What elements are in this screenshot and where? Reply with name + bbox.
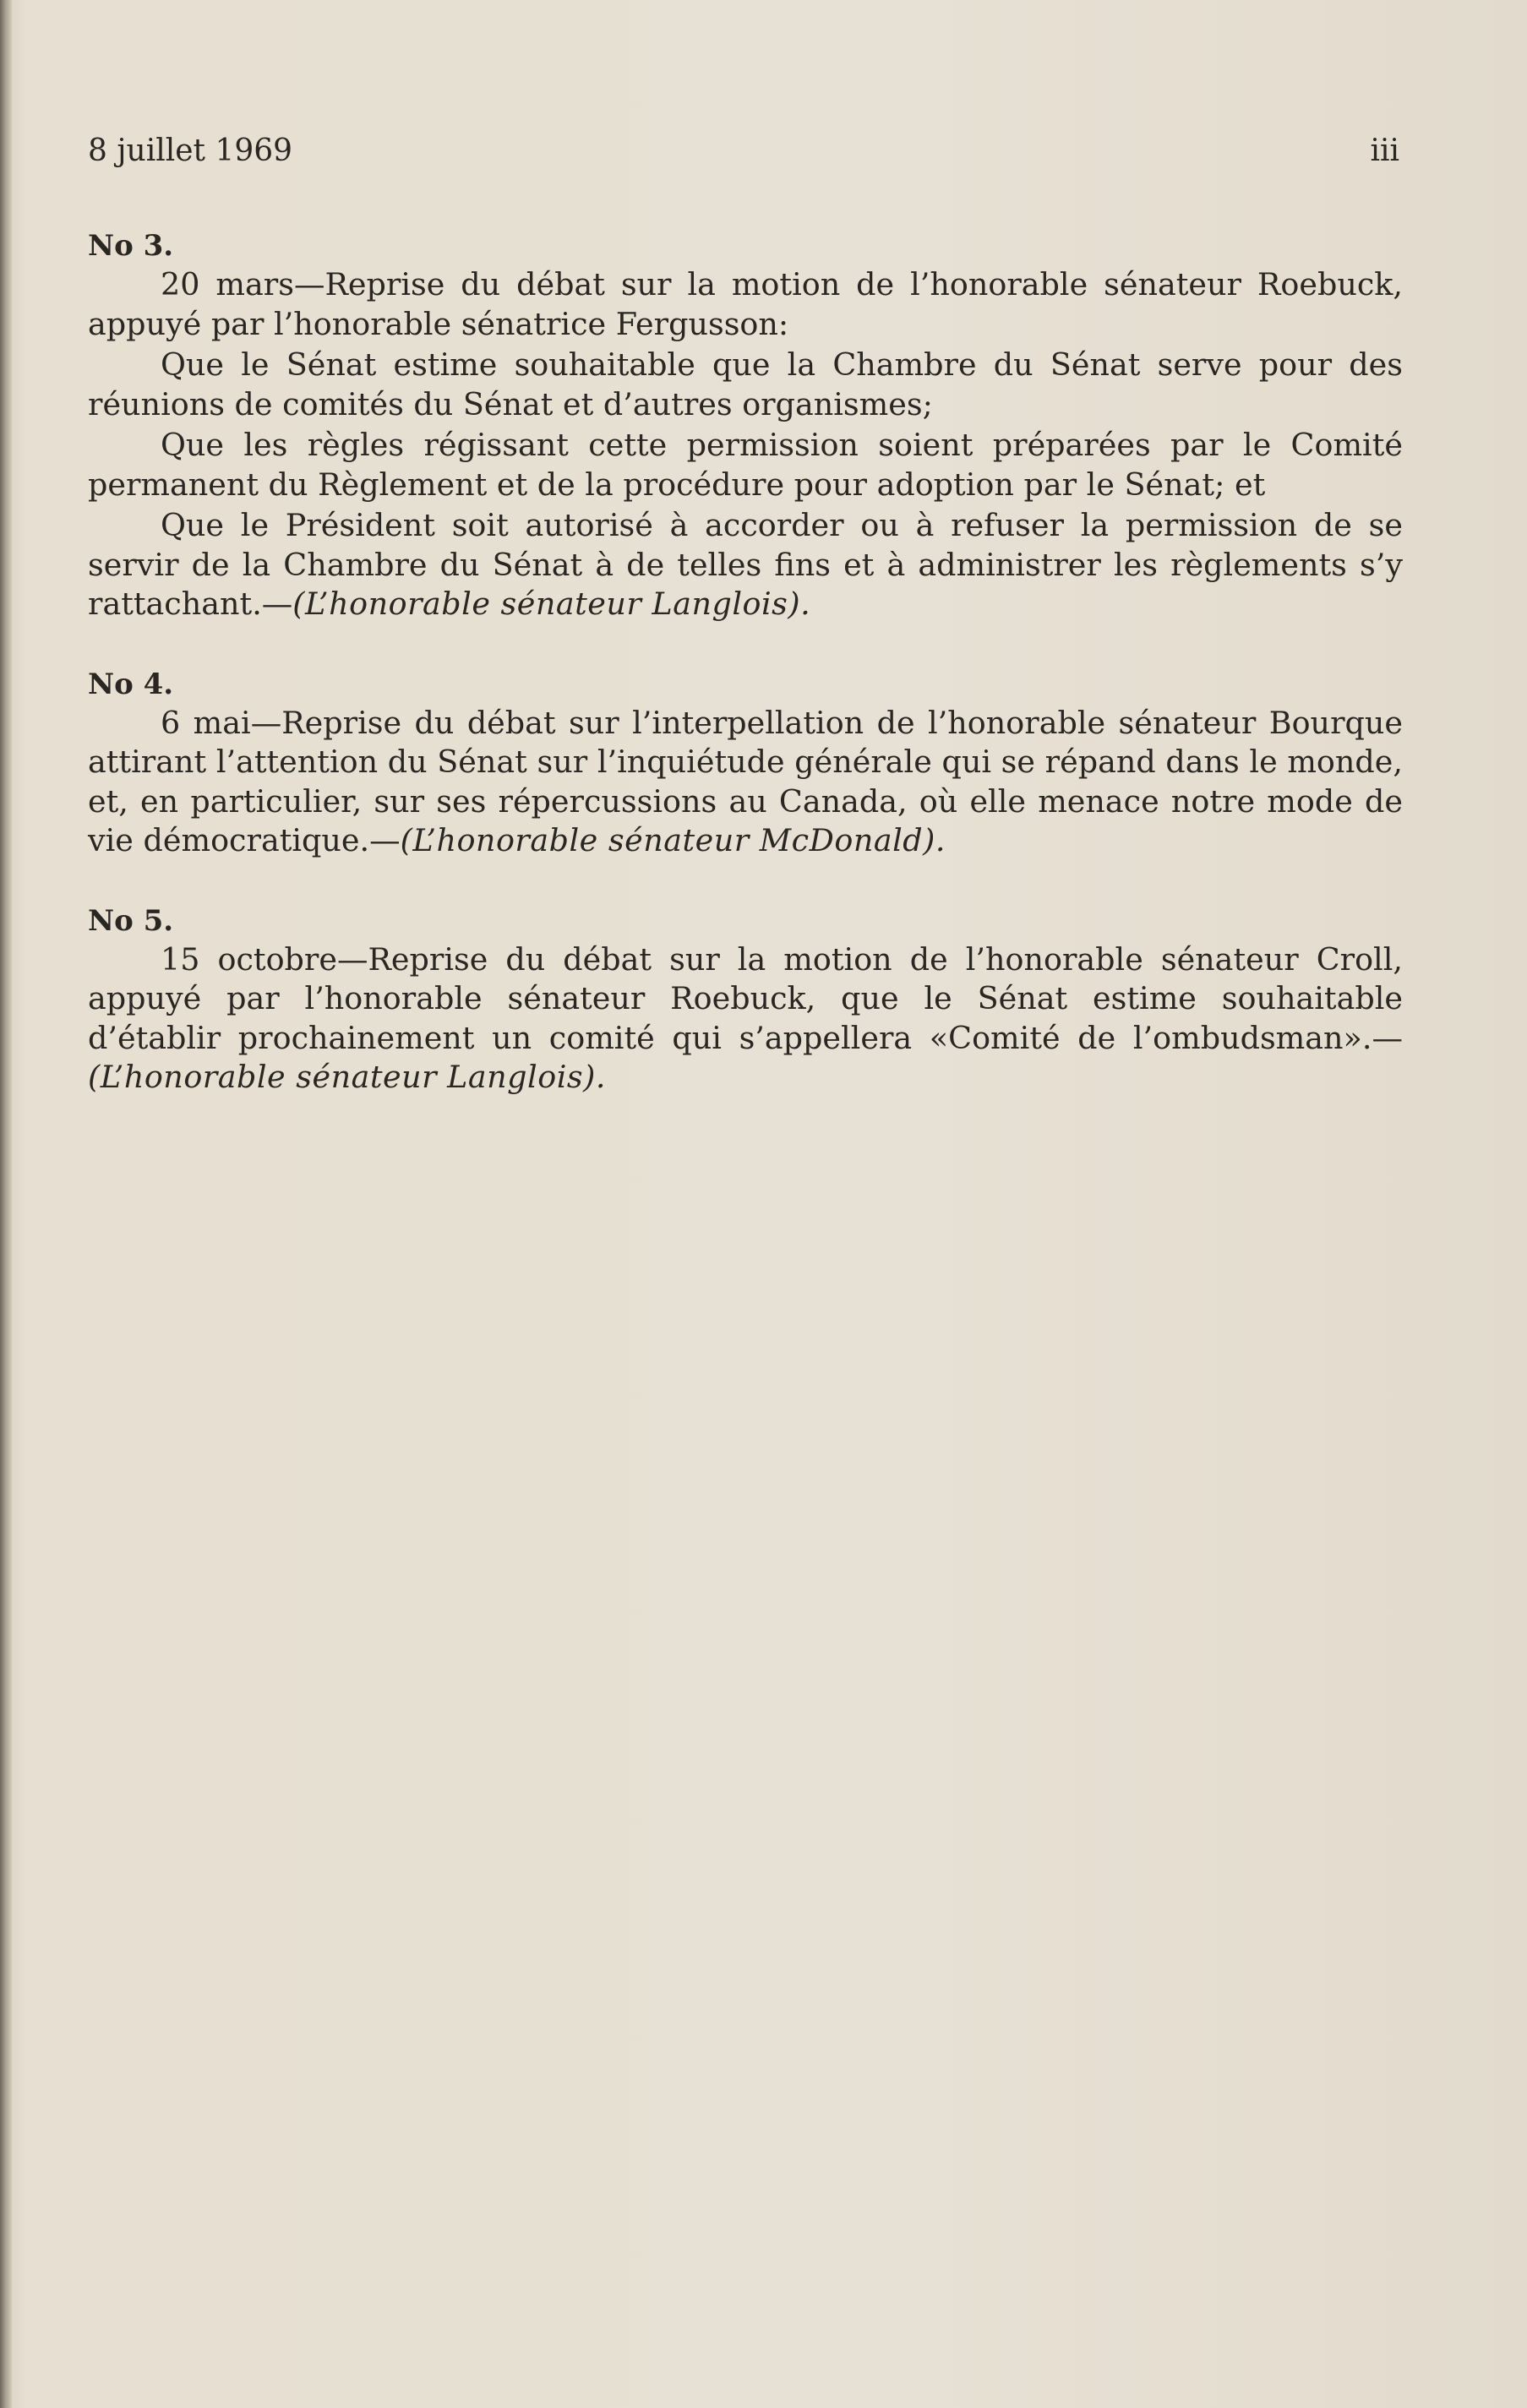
item-paragraph: [88, 940, 1403, 1098]
item-paragraph: [88, 346, 1403, 424]
item-paragraph: [88, 426, 1403, 504]
page-header: [88, 133, 1399, 176]
item-paragraph: [88, 506, 1403, 624]
order-item-3: [88, 226, 1403, 624]
page-number: iii: [1370, 133, 1399, 168]
order-item-4: [88, 665, 1403, 861]
paragraph-text: Que les règles régissant cette permission soient préparées par le Comité permanent du Règlement et de la procédure pour adoption par le Sénat; et: [88, 427, 1403, 503]
item-number: No 3.: [88, 229, 174, 263]
senator-reference: (L’honorable sénateur McDonald).: [400, 822, 946, 858]
paragraph-text: 20 mars—Reprise du débat sur la motion de l’honorable sénateur Roebuck, appuyé par l’honorable sénatrice Fergusson:: [88, 266, 1403, 342]
senator-reference: (L’honorable sénateur Langlois).: [292, 586, 811, 622]
item-number: No 5.: [88, 903, 174, 938]
paragraph-text: Que le Président soit autorisé à accorder ou à refuser la permission de se servir de la Chambre du Sénat à de telles fins et à administrer les règlements s’y rattachant.—: [88, 507, 1403, 622]
paragraph-text: 6 mai—Reprise du débat sur l’interpellation de l’honorable sénateur Bourque attirant l’attention du Sénat sur l’inquiétude générale qui se répand dans le monde, et, en particulier, sur ses répercussions au Canada, où elle menace notre mode de vie démocratique.—: [88, 704, 1403, 858]
item-paragraph: [88, 265, 1403, 344]
item-paragraph: [88, 704, 1403, 861]
senator-reference: (L’honorable sénateur Langlois).: [88, 1059, 606, 1095]
item-number: No 4.: [88, 667, 174, 701]
orders-list: [88, 226, 1403, 1099]
binding-edge: [0, 0, 12, 2408]
paragraph-text: Que le Sénat estime souhaitable que la Chambre du Sénat serve pour des réunions de comités du Sénat et d’autres organismes;: [88, 346, 1403, 422]
header-date: 8 juillet 1969: [88, 133, 293, 168]
order-item-5: [88, 902, 1403, 1098]
paragraph-text: 15 octobre—Reprise du débat sur la motion de l’honorable sénateur Croll, appuyé par l’honorable sénateur Roebuck, que le Sénat estime souhaitable d’établir prochainement un comité qui s’appellera «Comité de l’ombudsman».—: [88, 940, 1403, 1056]
